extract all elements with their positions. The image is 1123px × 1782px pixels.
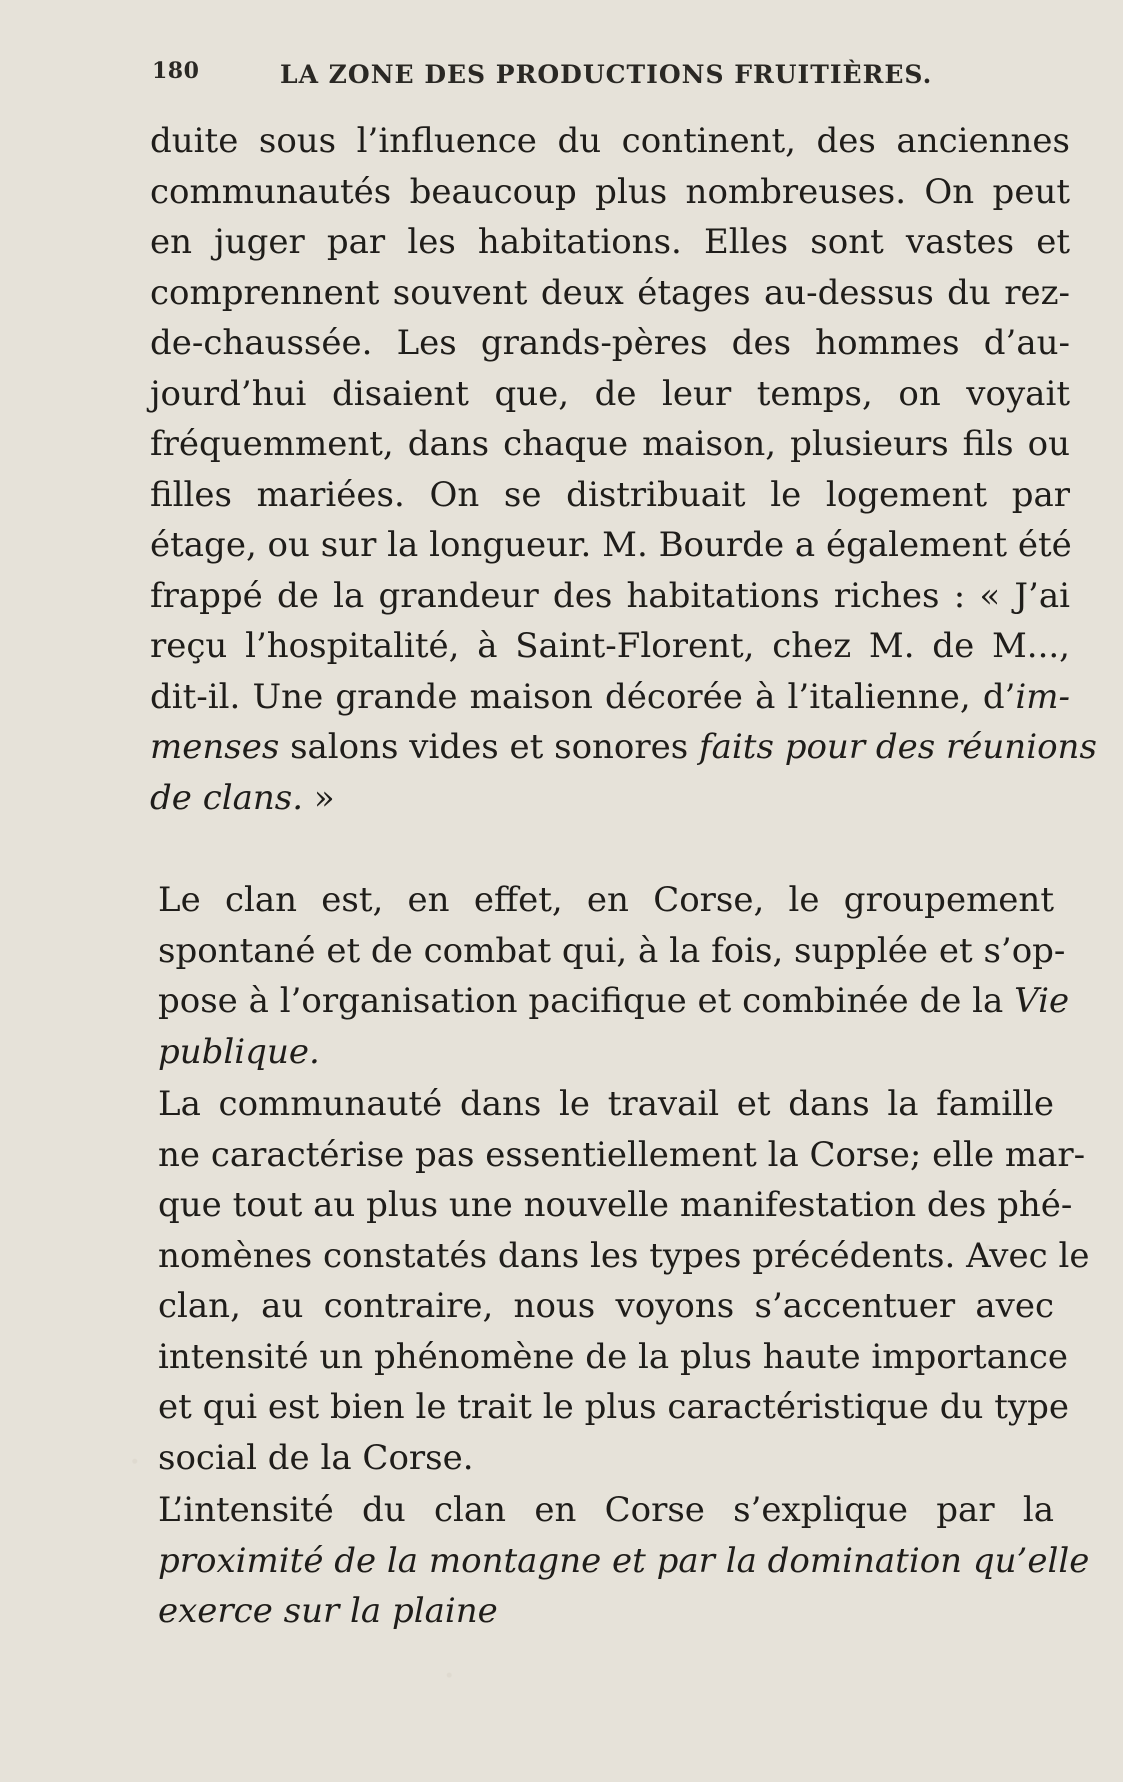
- text-line: Le clan est, en effet, en Corse, le groupement: [158, 880, 1054, 920]
- running-title: LA ZONE DES PRODUCTIONS FRUITIÈRES.: [280, 60, 933, 89]
- italic-fragment: Vie: [1014, 981, 1070, 1021]
- closing-quote: »: [303, 777, 335, 818]
- running-head: [152, 58, 952, 98]
- text-line-mixed: [150, 672, 1070, 723]
- text-line: et qui est bien le trait le plus caractéristique du type: [158, 1387, 1069, 1427]
- text-line: La communauté dans le travail et dans la famille: [158, 1084, 1054, 1124]
- text-line-mixed: [126, 976, 1070, 1027]
- text-line: fréquemment, dans chaque maison, plusieurs fils ou: [150, 424, 1070, 464]
- paragraph-gap: [126, 823, 1070, 875]
- paragraph-3: [126, 1079, 1090, 1483]
- text-line: en juger par les habitations. Elles sont vastes et: [150, 222, 1070, 262]
- text-line: social de la Corse.: [158, 1437, 474, 1478]
- text-line-mixed: [150, 722, 1097, 773]
- text-line: proximité de la montagne et par la domination qu’elle: [158, 1540, 1090, 1581]
- text-line: spontané et de combat qui, à la fois, supplée et s’op-: [158, 930, 1066, 971]
- italic-fragment: de clans.: [150, 777, 304, 818]
- page-number: 180: [152, 58, 200, 84]
- paragraph-2: [126, 875, 1070, 1077]
- body-text: [126, 116, 1097, 1637]
- text-line: ne caractérise pas essentiellement la Corse; elle mar-: [158, 1134, 1086, 1175]
- text-line: frappé de la grandeur des habitations riches : « J’ai: [150, 575, 1070, 616]
- text-line: comprennent souvent deux étages au-dessus du rez-: [150, 272, 1070, 313]
- text-line: de-chaussée. Les grands-pères des hommes d’au-: [150, 323, 1070, 363]
- text-line: étage, ou sur la longueur. M. Bourde a également été: [150, 525, 1072, 565]
- text-line: filles mariées. On se distribuait le logement par: [150, 474, 1070, 515]
- text-line: exerce sur la plaine: [158, 1591, 498, 1631]
- text-line: nomènes constatés dans les types précédents. Avec le: [158, 1235, 1090, 1276]
- text-line: communautés beaucoup plus nombreuses. On peut: [150, 171, 1070, 212]
- italic-fragment: menses: [150, 727, 280, 767]
- text-line: duite sous l’influence du continent, des anciennes: [150, 121, 1070, 161]
- text-line-mixed: [150, 773, 1070, 824]
- paragraph-4: [126, 1485, 1090, 1637]
- text-fragment: salons vides et sonores: [279, 727, 700, 767]
- text-line: intensité un phénomène de la plus haute importance: [158, 1336, 1068, 1377]
- text-line: clan, au contraire, nous voyons s’accentuer avec: [158, 1286, 1054, 1326]
- text-line: publique.: [158, 1031, 320, 1072]
- italic-fragment: im-: [1015, 676, 1070, 717]
- italic-fragment: faits pour des réunions: [699, 727, 1097, 767]
- text-line: jourd’hui disaient que, de leur temps, on voyait: [150, 373, 1070, 414]
- text-fragment: pose à l’organisation pacifique et combinée de la: [158, 981, 1015, 1021]
- paragraph-1: [150, 116, 1097, 823]
- text-fragment: dit-il. Une grande maison décorée à l’italienne, d’: [150, 676, 1016, 717]
- text-line: reçu l’hospitalité, à Saint-Florent, chez M. de M...,: [150, 626, 1070, 666]
- text-line: que tout au plus une nouvelle manifestation des phé-: [158, 1185, 1073, 1225]
- text-line: L’intensité du clan en Corse s’explique par la: [158, 1490, 1054, 1530]
